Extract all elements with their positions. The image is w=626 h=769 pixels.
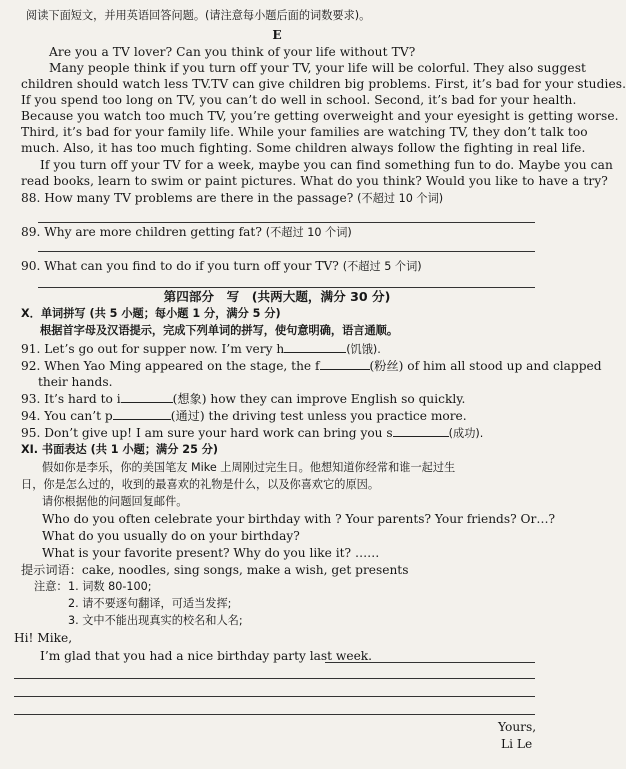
section10-title: X．单词拼写 (共 5 小题；每小题 1 分，满分 5 分) — [21, 307, 281, 320]
passage-line: Because you watch too much TV, you’re getting overweight and your eyesight is getting worse. — [21, 109, 619, 123]
writing-line[interactable] — [325, 662, 535, 663]
notes-label: 注意： — [34, 580, 68, 593]
blank-91[interactable] — [284, 341, 346, 353]
note-item: 1. 词数 80-100; — [68, 580, 152, 593]
letter-greeting: Hi! Mike, — [14, 631, 73, 645]
writing-line[interactable] — [14, 678, 535, 679]
spelling-item-92: 92. When Yao Ming appeared on the stage, the f (粉丝) of him all stood up and clapped — [21, 359, 602, 373]
prompt-question: What do you usually do on your birthday? — [42, 529, 300, 543]
passage-line: If you turn off your TV for a week, maybe you can find something fun to do. Maybe you can — [40, 158, 613, 172]
prompt-line: 假如你是李乐，你的美国笔友 Mike 上周刚过完生日。他想知道你经常和谁一起过生 — [42, 461, 456, 474]
prompt-line: 日，你是怎么过的，收到的最喜欢的礼物是什么，以及你喜欢它的原因。 — [21, 478, 380, 491]
spelling-item-95: 95. Don’t give up! I am sure your hard work can bring you s (成功). — [21, 426, 484, 440]
blank-92[interactable] — [320, 358, 370, 370]
passage-line: Third, it’s bad for your family life. While your families are watching TV, they don’t talk too — [21, 125, 588, 139]
question-90: 90. What can you find to do if you turn off your TV? (不超过 5 个词) — [21, 259, 422, 273]
letter-opening: I’m glad that you had a nice birthday party last week. — [40, 649, 373, 663]
prompt-question: What is your favorite present? Why do you like it? …… — [42, 546, 380, 560]
letter-signature: Li Le — [501, 737, 533, 751]
part4-title: 第四部分 写 (共两大题，满分 30 分) — [163, 289, 391, 304]
note-item: 3. 文中不能出现真实的校名和人名; — [68, 614, 243, 627]
passage-line: read books, learn to swim or paint pictures. What do you think? Would you like to have a try? — [21, 174, 608, 188]
passage-line: If you spend too long on TV, you can’t do well in school. Second, it’s bad for your health. — [21, 93, 577, 107]
reading-instruction: 阅读下面短文，并用英语回答问题。(请注意每小题后面的词数要求)。 — [26, 9, 371, 22]
letter-closing: Yours, — [498, 720, 537, 734]
answer-line-90[interactable] — [38, 287, 535, 288]
spelling-item-93: 93. It’s hard to i (想象) how they can improve English so quickly. — [21, 392, 466, 406]
blank-94[interactable] — [113, 408, 171, 420]
writing-line[interactable] — [14, 714, 535, 715]
passage-line: much. Also, it has too much fighting. Some children always follow the fighting in real life. — [21, 141, 586, 155]
passage-line: children should watch less TV.TV can give children big problems. First, it’s bad for your studies. — [21, 77, 626, 91]
prompt-line: 请你根据他的问题回复邮件。 — [42, 495, 188, 508]
passage-line: Many people think if you turn off your TV, your life will be colorful. They also suggest — [49, 61, 587, 75]
question-88: 88. How many TV problems are there in the passage? (不超过 10 个词) — [21, 191, 444, 205]
section10-instruction: 根据首字母及汉语提示，完成下列单词的拼写，使句意明确，语言通顺。 — [40, 324, 399, 337]
blank-95[interactable] — [393, 425, 449, 437]
section-letter: E — [272, 28, 282, 42]
hint-words: 提示词语：cake, noodles, sing songs, make a wish, get presents — [21, 563, 409, 577]
answer-line-89[interactable] — [38, 251, 535, 252]
section11-title: XI. 书面表达 (共 1 小题；满分 25 分) — [21, 443, 219, 456]
question-89: 89. Why are more children getting fat? (不超过 10 个词) — [21, 225, 352, 239]
spelling-item-91: 91. Let’s go out for supper now. I’m very h (饥饿). — [21, 342, 381, 356]
spelling-item-92-cont: their hands. — [38, 375, 113, 389]
note-item: 2. 请不要逐句翻译，可适当发挥; — [68, 597, 232, 610]
writing-line[interactable] — [14, 696, 535, 697]
spelling-item-94: 94. You can’t p (通过) the driving test unless you practice more. — [21, 409, 467, 423]
prompt-question: Who do you often celebrate your birthday with ? Your parents? Your friends? Or…? — [42, 512, 556, 526]
blank-93[interactable] — [121, 391, 173, 403]
answer-line-88[interactable] — [38, 222, 535, 223]
passage-line: Are you a TV lover? Can you think of your life without TV? — [49, 45, 416, 59]
